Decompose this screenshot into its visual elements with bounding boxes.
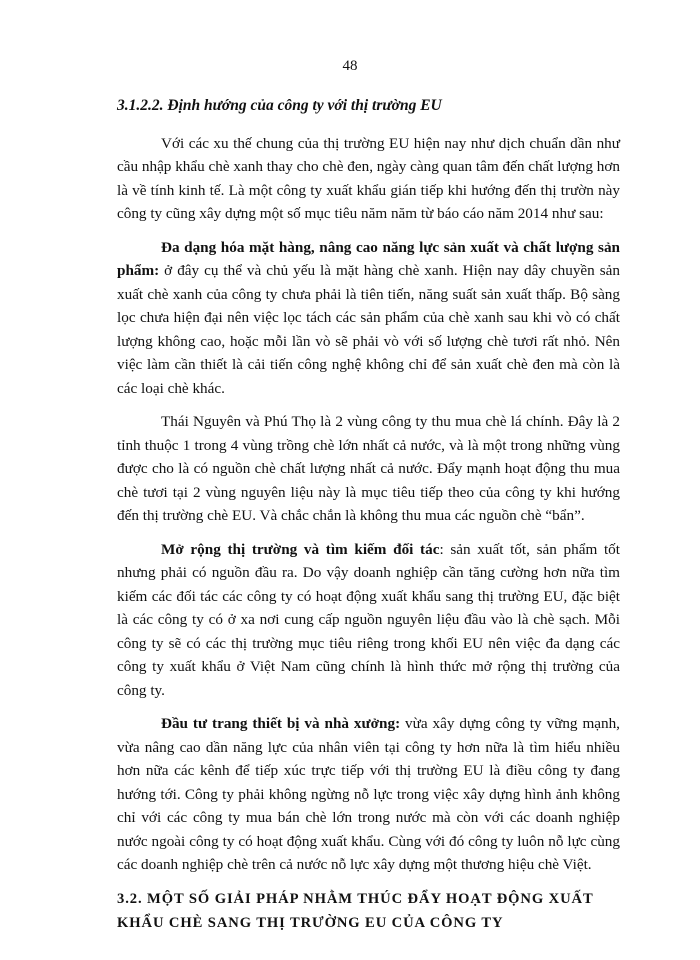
subheading: 3.1.2.2. Định hướng của công ty với thị trường EU <box>117 97 442 114</box>
paragraph-text: vừa xây dựng công ty vững mạnh, vừa nâng cao dần năng lực của nhân viên tại công ty hơn nữa là tìm hiểu nhiều hơn nữa các kênh để tiếp xúc trực tiếp với thị trường EU là điều công ty đang hướng tới. Công ty phải không ngừng nỗ lực trong việc xây dựng hình ảnh không chỉ với các công ty mua bán chè lớn trong nước mà còn với các doanh nghiệp nước ngoài công ty có hoạt động xuất khẩu. Cùng với đó công ty luôn nỗ lực cùng các doanh nghiệp chè trên cả nước nỗ lực xây dựng một thương hiệu chè Việt. <box>117 715 620 873</box>
paragraph-4 <box>117 538 620 703</box>
paragraph-5 <box>117 712 620 877</box>
paragraph-text: Với các xu thế chung của thị trường EU hiện nay như dịch chuẩn dần như cầu nhập khẩu chè xanh thay cho chè đen, ngày càng quan tâm đến chất lượng hơn là về tính kinh tế. Là một công ty xuất khẩu gián tiếp khi hướng đến thị trườn này công ty cũng xây dựng một số mục tiêu năm năm từ báo cáo năm 2014 như sau: <box>117 134 620 222</box>
paragraph-3 <box>117 410 620 528</box>
section-heading: 3.2. MỘT SỐ GIẢI PHÁP NHẰM THÚC ĐẨY HOẠT ĐỘNG XUẤT KHẨU CHÈ SANG THỊ TRƯỜNG EU CỦA CÔNG TY <box>117 890 594 931</box>
paragraph-text: : sản xuất tốt, sản phẩm tốt nhưng phải có nguồn đầu ra. Do vậy doanh nghiệp cần tăng cường hơn nữa tìm kiếm các đối tác các công ty có hoạt động xuất khẩu sang thị trường EU, đặc biệt là các công ty có ở xa nơi cung cấp nguồn nguyên liệu đầu vào là chè sạch. Mỗi công ty sẽ có các thị trường mục tiêu riêng trong khối EU nên việc đa dạng các công ty xuất khẩu ở Việt Nam cũng chính là hình thức mở rộng thị trường của công ty. <box>117 540 620 699</box>
document-body <box>117 94 620 935</box>
paragraph-lead: Mở rộng thị trường và tìm kiếm đối tác <box>161 540 440 558</box>
paragraph-lead: Đa dạng hóa mặt hàng, nâng cao năng lực sản xuất và chất lượng sản phẩm: <box>117 238 620 279</box>
paragraph-lead: Đầu tư trang thiết bị và nhà xưởng: <box>161 715 401 732</box>
paragraph-text: Thái Nguyên và Phú Thọ là 2 vùng công ty thu mua chè lá chính. Đây là 2 tỉnh thuộc 1 trong 4 vùng trồng chè lớn nhất cả nước, và là một trong những vùng được cho là có nguồn chè chất lượng nhất cả nước. Đẩy mạnh hoạt động thu mua chè tươi tại 2 vùng nguyên liệu này là mục tiêu tiếp theo của công ty khi hướng đến thị trường chè EU. Và chắc chắn là không thu mua các nguồn chè “bẩn”. <box>117 413 620 524</box>
paragraph-2 <box>117 236 620 401</box>
page-number: 48 <box>342 58 358 74</box>
paragraph-1 <box>117 132 620 226</box>
paragraph-text: ở đây cụ thể và chủ yếu là mặt hàng chè xanh. Hiện nay dây chuyền sản xuất chè xanh của công ty chưa phải là tiên tiến, năng suất sản xuất thấp. Bộ sàng lọc chưa hiện đại nên việc lọc tách các sản phẩm của chè xanh sau khi vò có chất lượng không cao, hoặc mỗi lần vò sẽ phải vò với số lượng chè tươi rất nhỏ. Nên việc làm cần thiết là cải tiến công nghệ không chỉ để sản xuất chè đen mà còn là các loại chè khác. <box>117 262 620 397</box>
